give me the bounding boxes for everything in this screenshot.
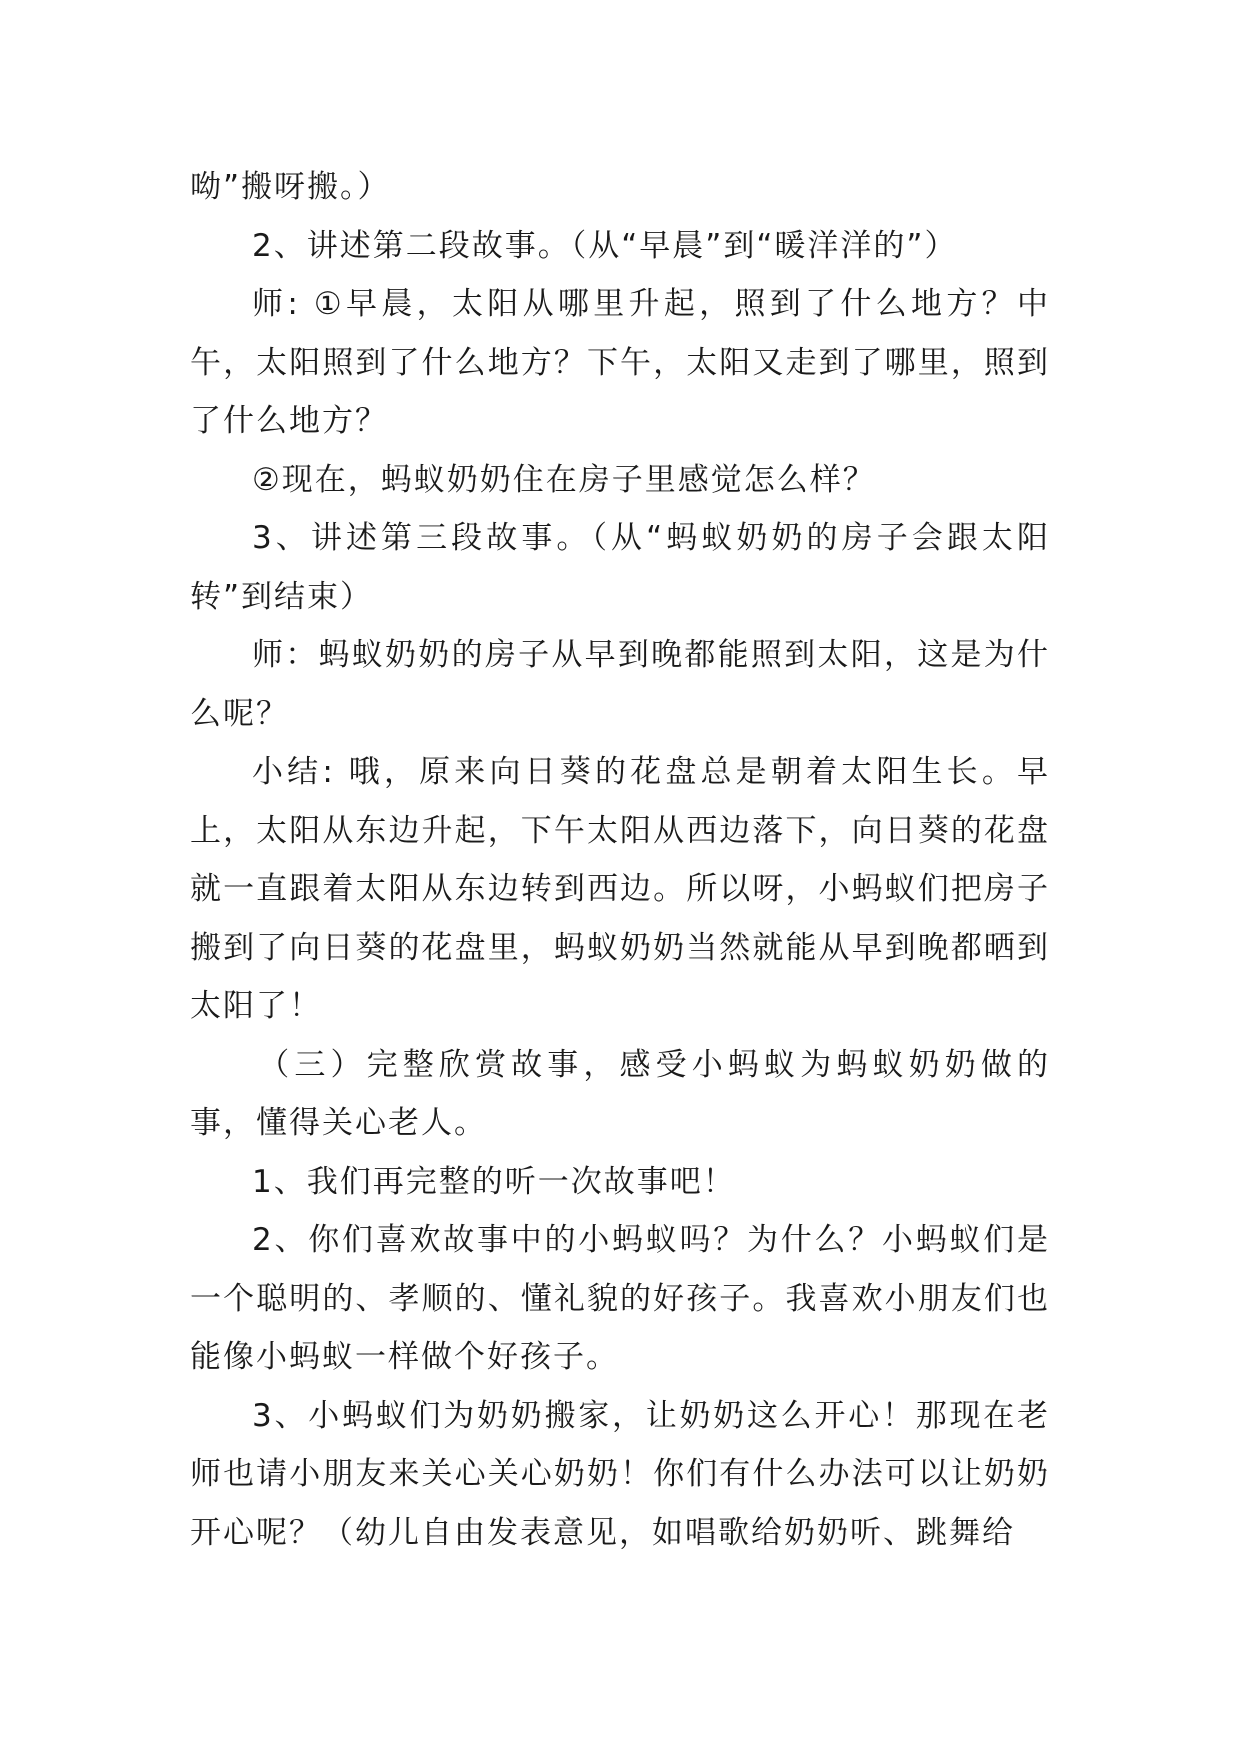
body-text bbox=[190, 158, 1050, 1562]
paragraph-summary: 小结: 哦，原来向日葵的花盘总是朝着太阳生长。早上，太阳从东边升起，下午太阳从西边落下，向日葵的花盘就一直跟着太阳从东边转到西边。所以呀，小蚂蚁们把房子搬到了向日葵的花盘里，蚂蚁奶奶当然就能从早到晚都晒到太阳了！ bbox=[190, 754, 1050, 1024]
paragraph-grandma-feeling: ②现在，蚂蚁奶奶住在房子里感觉怎么样？ bbox=[252, 461, 876, 498]
paragraph-listen-again: 1、我们再完整的听一次故事吧！ bbox=[252, 1163, 736, 1200]
paragraph-story-part-two: 2、讲述第二段故事。（从“早晨”到“暖洋洋的”） bbox=[252, 227, 958, 264]
paragraph-story-part-three: 3、讲述第三段故事。（从“蚂蚁奶奶的房子会跟太阳转”到结束） bbox=[190, 520, 1050, 615]
paragraph-section-three: （三）完整欣赏故事，感受小蚂蚁为蚂蚁奶奶做的事，懂得关心老人。 bbox=[190, 1046, 1050, 1141]
paragraph-teacher-questions: 师: ①早晨，太阳从哪里升起，照到了什么地方？中午，太阳照到了什么地方？下午，太阳又走到了哪里，照到了什么地方？ bbox=[190, 286, 1050, 439]
paragraph-care-grandma: 3、小蚂蚁们为奶奶搬家，让奶奶这么开心！那现在老师也请小朋友来关心关心奶奶！你们有什么办法可以让奶奶开心呢？（幼儿自由发表意见，如唱歌给奶奶听、跳舞给 bbox=[190, 1397, 1050, 1551]
paragraph-like-ants: 2、你们喜欢故事中的小蚂蚁吗？为什么？小蚂蚁们是一个聪明的、孝顺的、懂礼貌的好孩子。我喜欢小朋友们也能像小蚂蚁一样做个好孩子。 bbox=[190, 1222, 1050, 1375]
paragraph-continuation: 呦”搬呀搬。） bbox=[190, 169, 391, 205]
paragraph-teacher-why: 师：蚂蚁奶奶的房子从早到晚都能照到太阳，这是为什么呢？ bbox=[190, 637, 1050, 732]
